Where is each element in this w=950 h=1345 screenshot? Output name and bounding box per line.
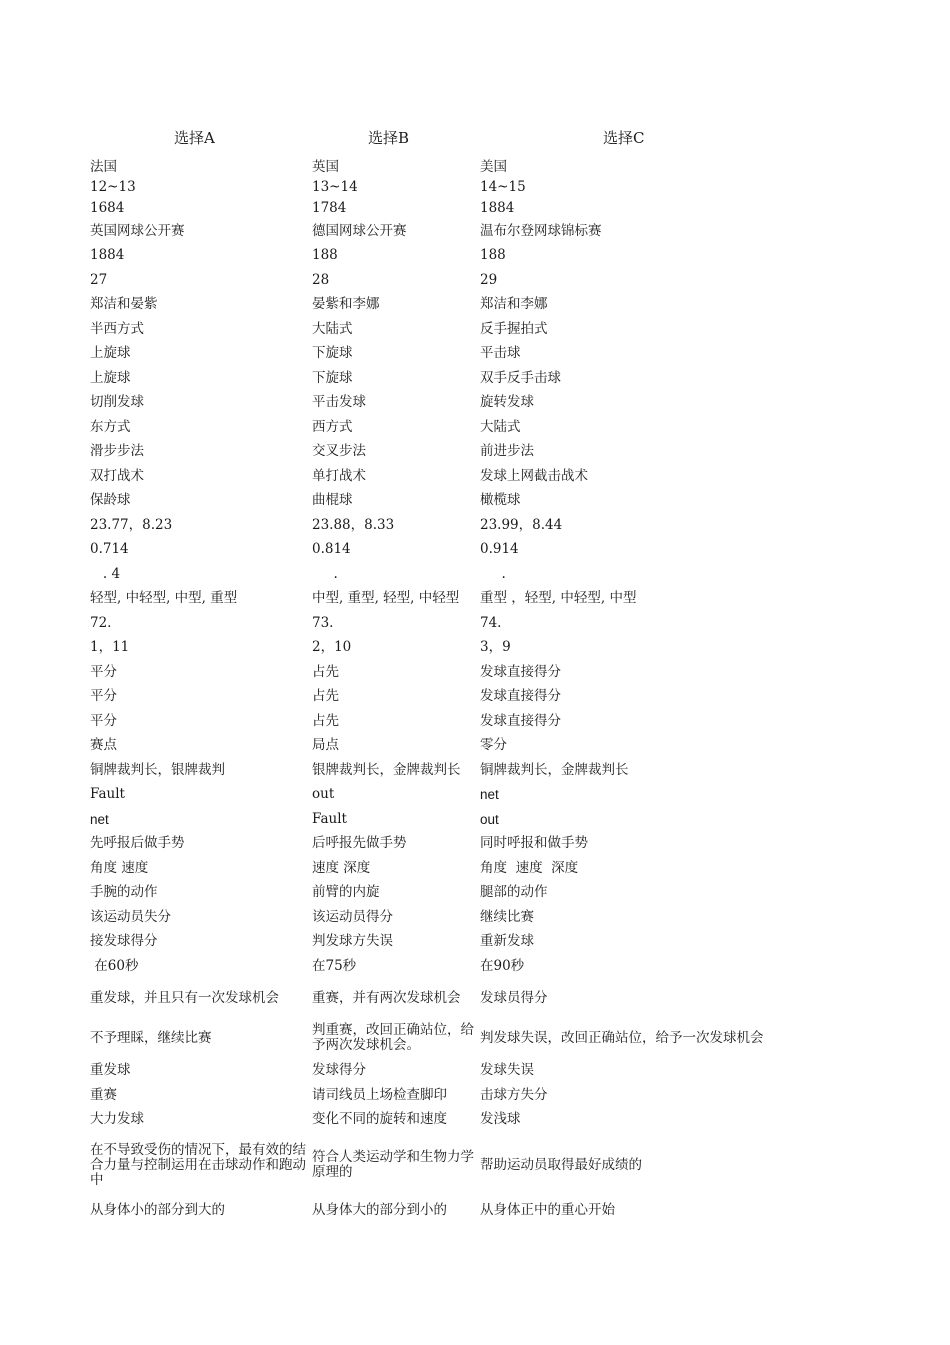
table-row bbox=[90, 856, 790, 880]
options-table bbox=[90, 157, 790, 1222]
option-b-cell: 23.88，8.33 bbox=[312, 516, 395, 533]
option-c-cell: 23.99，8.44 bbox=[480, 516, 563, 533]
option-c-cell: 发球员得分 bbox=[480, 989, 548, 1006]
option-c-cell: 判发球失误，改回正确站位，给予一次发球机会 bbox=[480, 1029, 764, 1046]
option-a-cell: 上旋球 bbox=[90, 369, 131, 386]
option-b-cell: 西方式 bbox=[312, 418, 353, 435]
header-option-b: 选择B bbox=[368, 129, 410, 147]
option-b-cell: 占先 bbox=[312, 712, 339, 729]
table-row bbox=[90, 439, 790, 464]
option-b-cell: 在75秒 bbox=[312, 957, 357, 974]
table-row bbox=[90, 1132, 790, 1198]
option-a-cell: 滑步步法 bbox=[90, 443, 144, 459]
option-c-cell: 在90秒 bbox=[480, 957, 525, 974]
option-c-cell: out bbox=[480, 811, 499, 827]
option-c-cell: 188 bbox=[480, 247, 506, 263]
option-b-cell: 单打战术 bbox=[312, 467, 366, 484]
option-c-cell: 零分 bbox=[480, 737, 507, 753]
option-b-cell: 曲棍球 bbox=[312, 492, 353, 508]
table-row bbox=[90, 733, 790, 758]
option-b-cell: 判发球方失误 bbox=[312, 933, 393, 949]
option-b-cell: 速度 深度 bbox=[312, 859, 371, 876]
option-c-cell: 同时呼报和做手势 bbox=[480, 835, 588, 851]
option-a-cell: 平分 bbox=[90, 663, 117, 680]
option-c-cell: . bbox=[480, 565, 506, 582]
option-c-cell: 14~15 bbox=[480, 178, 526, 195]
option-b-cell: 中型, 重型, 轻型, 中轻型 bbox=[312, 590, 460, 606]
option-b-cell: 后呼报先做手势 bbox=[312, 835, 407, 851]
table-row bbox=[90, 831, 790, 856]
table-row bbox=[90, 317, 790, 341]
option-c-cell: 74. bbox=[480, 614, 502, 631]
option-c-cell: 重新发球 bbox=[480, 933, 534, 949]
header-option-c: 选择C bbox=[603, 129, 645, 147]
option-b-cell: 平击发球 bbox=[312, 394, 366, 410]
table-row bbox=[90, 390, 790, 415]
option-a-cell: 接发球得分 bbox=[90, 933, 158, 949]
table-row bbox=[90, 1083, 790, 1107]
option-c-cell: net bbox=[480, 787, 499, 802]
option-b-cell: 德国网球公开赛 bbox=[312, 222, 407, 239]
option-c-cell: 平击球 bbox=[480, 345, 521, 361]
option-b-cell: 银牌裁判长，金牌裁判长 bbox=[312, 761, 461, 778]
option-a-cell: 重赛 bbox=[90, 1086, 117, 1103]
table-row bbox=[90, 660, 790, 684]
option-b-cell: 下旋球 bbox=[312, 369, 353, 386]
option-c-cell: 重型 ，轻型, 中轻型, 中型 bbox=[480, 590, 637, 606]
option-b-cell: 占先 bbox=[312, 663, 339, 680]
option-c-cell: 旋转发球 bbox=[480, 394, 534, 410]
option-a-cell: 上旋球 bbox=[90, 345, 131, 361]
option-c-cell: 反手握拍式 bbox=[480, 320, 548, 337]
option-a-cell: 平分 bbox=[90, 688, 117, 704]
table-row bbox=[90, 292, 790, 317]
option-a-cell: 英国网球公开赛 bbox=[90, 222, 185, 239]
option-a-cell: 先呼报后做手势 bbox=[90, 835, 185, 851]
option-a-cell: 27 bbox=[90, 271, 108, 288]
option-a-cell: 不予理睬，继续比赛 bbox=[90, 1029, 212, 1046]
option-b-cell: 188 bbox=[312, 247, 338, 263]
option-b-cell: Fault bbox=[312, 810, 347, 827]
option-a-cell: 郑洁和晏紫 bbox=[90, 296, 158, 312]
option-a-cell: 赛点 bbox=[90, 737, 117, 753]
option-c-cell: 腿部的动作 bbox=[480, 884, 548, 900]
table-row bbox=[90, 177, 790, 197]
table-row bbox=[90, 1058, 790, 1083]
option-a-cell: 东方式 bbox=[90, 418, 131, 435]
option-a-cell: 手腕的动作 bbox=[90, 884, 158, 900]
option-a-cell: 1，11 bbox=[90, 639, 130, 655]
option-a-cell: 0.714 bbox=[90, 541, 129, 557]
table-row bbox=[90, 1107, 790, 1132]
option-b-cell: 前臂的内旋 bbox=[312, 884, 380, 900]
option-a-cell: 23.77，8.23 bbox=[90, 516, 173, 533]
option-a-cell: 该运动员失分 bbox=[90, 908, 171, 925]
option-b-cell: 交叉步法 bbox=[312, 443, 366, 459]
option-a-cell: 半西方式 bbox=[90, 320, 144, 337]
option-c-cell: 橄榄球 bbox=[480, 492, 521, 508]
option-a-cell: 重发球 bbox=[90, 1062, 131, 1078]
option-c-cell: 从身体正中的重心开始 bbox=[480, 1201, 615, 1218]
option-b-cell: 英国 bbox=[312, 158, 339, 175]
option-c-cell: 继续比赛 bbox=[480, 908, 534, 925]
table-row bbox=[90, 635, 790, 660]
option-c-cell: 1884 bbox=[480, 199, 515, 216]
option-c-cell: 发球直接得分 bbox=[480, 663, 561, 680]
option-b-cell: 下旋球 bbox=[312, 345, 353, 361]
option-c-cell: 击球方失分 bbox=[480, 1086, 548, 1103]
option-c-cell: 发球失误 bbox=[480, 1062, 534, 1078]
option-c-cell: 帮助运动员取得最好成绩的 bbox=[480, 1156, 642, 1173]
option-c-cell: 铜牌裁判长，金牌裁判长 bbox=[480, 761, 629, 778]
option-c-cell: 29 bbox=[480, 271, 498, 288]
option-a-cell: net bbox=[90, 811, 109, 827]
option-b-cell: 大陆式 bbox=[312, 320, 353, 337]
table-row bbox=[90, 537, 790, 562]
option-a-cell: 重发球，并且只有一次发球机会 bbox=[90, 989, 279, 1006]
table-row bbox=[90, 905, 790, 929]
option-b-cell: out bbox=[312, 786, 335, 802]
table-row bbox=[90, 709, 790, 733]
header-option-a: 选择A bbox=[174, 129, 215, 147]
option-a-cell: 切削发球 bbox=[90, 394, 144, 410]
option-c-cell: 大陆式 bbox=[480, 418, 521, 435]
option-c-cell: 双手反手击球 bbox=[480, 369, 561, 386]
option-a-cell: 72. bbox=[90, 614, 112, 631]
option-c-cell: 前进步法 bbox=[480, 443, 534, 459]
option-a-cell: 1884 bbox=[90, 247, 125, 263]
option-b-cell: 73. bbox=[312, 614, 334, 631]
table-row bbox=[90, 758, 790, 782]
option-b-cell: 2，10 bbox=[312, 639, 352, 655]
table-row bbox=[90, 415, 790, 439]
option-a-cell: 角度 速度 bbox=[90, 859, 149, 876]
table-row bbox=[90, 488, 790, 513]
table-row bbox=[90, 782, 790, 807]
option-a-cell: Fault bbox=[90, 786, 125, 802]
table-row bbox=[90, 929, 790, 954]
option-b-cell: 发球得分 bbox=[312, 1062, 366, 1078]
table-row bbox=[90, 978, 790, 1018]
option-b-cell: 该运动员得分 bbox=[312, 908, 393, 925]
option-a-cell: 平分 bbox=[90, 712, 117, 729]
option-b-cell: 重赛，并有两次发球机会 bbox=[312, 989, 461, 1006]
option-a-cell: 法国 bbox=[90, 158, 117, 175]
table-row bbox=[90, 341, 790, 366]
option-a-cell: 保龄球 bbox=[90, 492, 131, 508]
table-row bbox=[90, 562, 790, 586]
table-row bbox=[90, 464, 790, 488]
table-row bbox=[90, 611, 790, 635]
table-row bbox=[90, 1198, 790, 1222]
option-c-cell: 发球直接得分 bbox=[480, 688, 561, 704]
table-row bbox=[90, 513, 790, 537]
option-a-cell: 大力发球 bbox=[90, 1111, 144, 1127]
option-c-cell: 角度 速度 深度 bbox=[480, 859, 579, 876]
table-row bbox=[90, 807, 790, 831]
table-row bbox=[90, 197, 790, 219]
option-b-cell: 13~14 bbox=[312, 178, 358, 195]
option-a-cell: 12~13 bbox=[90, 178, 136, 195]
option-a-cell: . 4 bbox=[90, 565, 121, 582]
option-b-cell: 局点 bbox=[312, 737, 339, 753]
option-c-cell: 郑洁和李娜 bbox=[480, 296, 548, 312]
table-row bbox=[90, 1018, 790, 1058]
option-b-cell: 从身体大的部分到小的 bbox=[312, 1201, 447, 1218]
table-row bbox=[90, 219, 790, 243]
option-a-cell: 在不导致受伤的情况下，最有效的结合力量与控制运用在击球动作和跑动中 bbox=[90, 1141, 306, 1188]
option-c-cell: 发浅球 bbox=[480, 1111, 521, 1127]
option-a-cell: 铜牌裁判长，银牌裁判 bbox=[90, 761, 225, 778]
option-b-cell: 占先 bbox=[312, 688, 339, 704]
table-row bbox=[90, 268, 790, 292]
option-b-cell: 变化不同的旋转和速度 bbox=[312, 1111, 447, 1127]
table-row bbox=[90, 586, 790, 611]
table-row bbox=[90, 366, 790, 390]
option-b-cell: 0.814 bbox=[312, 541, 351, 557]
option-c-cell: 美国 bbox=[480, 158, 507, 175]
option-b-cell: . bbox=[312, 565, 338, 582]
table-row bbox=[90, 157, 790, 177]
option-c-cell: 发球上网截击战术 bbox=[480, 467, 588, 484]
table-row bbox=[90, 684, 790, 709]
option-a-cell: 双打战术 bbox=[90, 467, 144, 484]
option-c-cell: 发球直接得分 bbox=[480, 712, 561, 729]
table-row bbox=[90, 880, 790, 905]
table-row bbox=[90, 954, 790, 978]
table-row bbox=[90, 243, 790, 268]
option-a-cell: 轻型, 中轻型, 中型, 重型 bbox=[90, 590, 238, 606]
option-b-cell: 晏紫和李娜 bbox=[312, 296, 380, 312]
option-b-cell: 请司线员上场检查脚印 bbox=[312, 1086, 447, 1103]
option-b-cell: 1784 bbox=[312, 199, 347, 216]
option-c-cell: 0.914 bbox=[480, 541, 519, 557]
option-a-cell: 在60秒 bbox=[90, 957, 139, 974]
option-c-cell: 3，9 bbox=[480, 639, 511, 655]
option-a-cell: 从身体小的部分到大的 bbox=[90, 1201, 225, 1218]
option-b-cell: 判重赛，改回正确站位，给予两次发球机会。 bbox=[312, 1022, 474, 1053]
option-b-cell: 符合人类运动学和生物力学原理的 bbox=[312, 1149, 474, 1180]
option-c-cell: 温布尔登网球锦标赛 bbox=[480, 222, 602, 239]
option-b-cell: 28 bbox=[312, 271, 330, 288]
option-a-cell: 1684 bbox=[90, 199, 125, 216]
